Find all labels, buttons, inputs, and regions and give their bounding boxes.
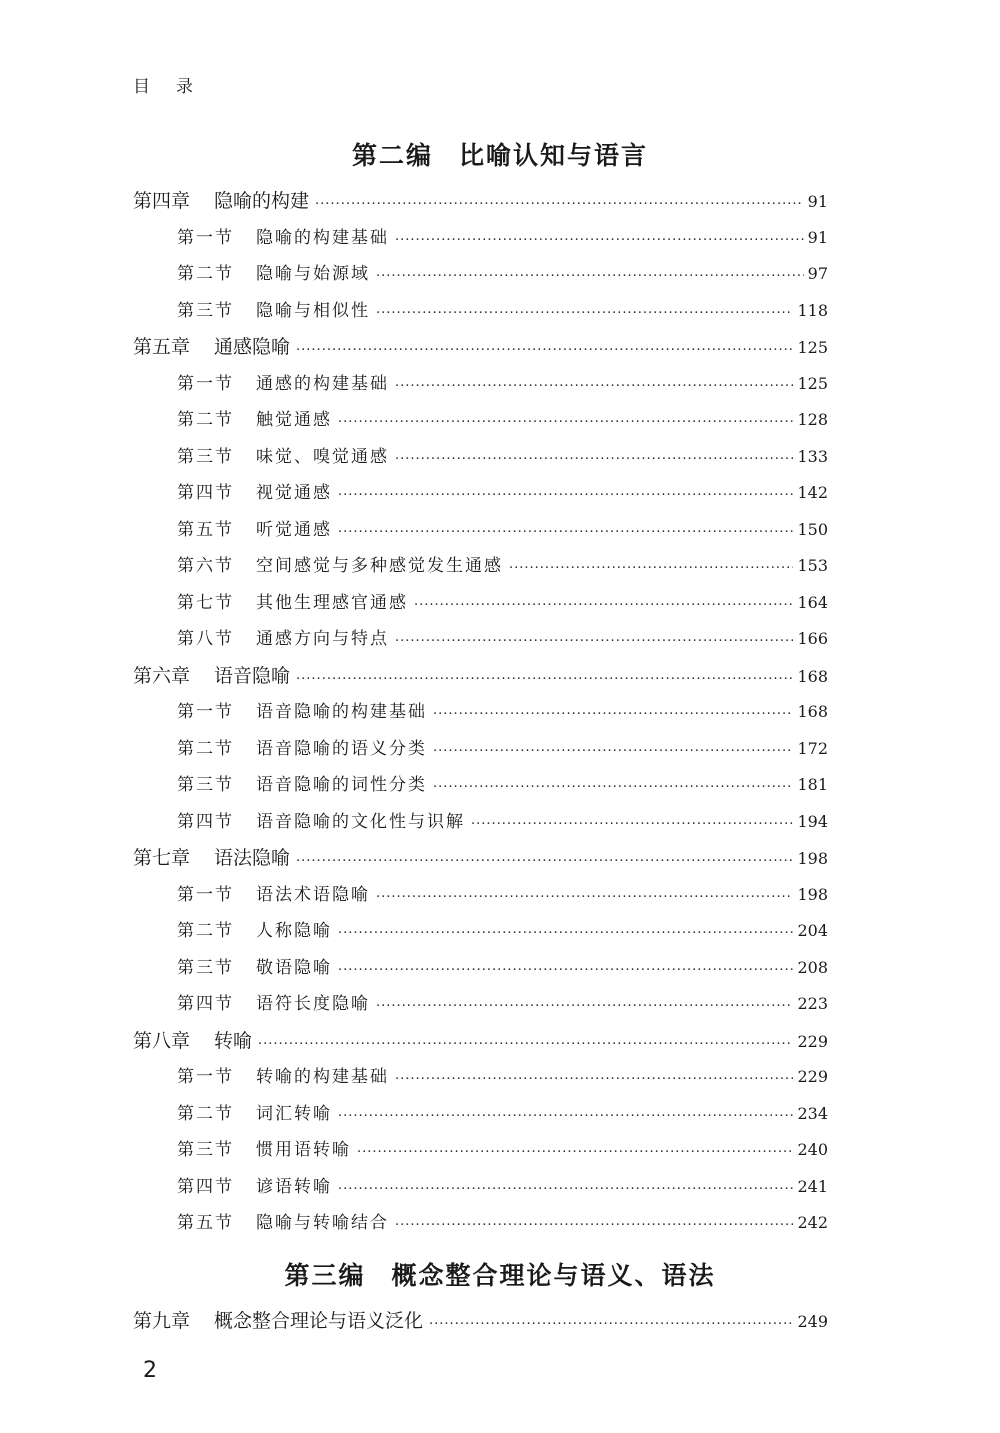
toc-chapter[interactable] xyxy=(133,843,828,873)
entry-title: 隐喻的构建 xyxy=(214,190,310,212)
leader-dots xyxy=(395,229,804,244)
entry-number: 第三节 xyxy=(177,775,234,795)
entry-number: 第四节 xyxy=(177,994,234,1014)
entry-page: 118 xyxy=(797,301,828,320)
entry-title: 通感方向与特点 xyxy=(256,629,389,649)
entry-number: 第一节 xyxy=(177,1067,234,1087)
entry-number: 第一节 xyxy=(177,374,234,394)
leader-dots xyxy=(395,375,793,390)
leader-dots xyxy=(338,959,793,974)
entry-number: 第一节 xyxy=(177,702,234,722)
toc-section[interactable] xyxy=(177,369,828,399)
entry-title: 语音隐喻 xyxy=(214,665,291,687)
leader-dots xyxy=(296,668,793,683)
entry-number: 第五节 xyxy=(177,520,234,540)
toc-chapter[interactable] xyxy=(133,332,828,362)
toc-section[interactable] xyxy=(177,296,828,326)
entry-title: 通感隐喻 xyxy=(214,336,291,358)
toc-section[interactable] xyxy=(177,989,828,1019)
leader-dots xyxy=(395,1068,793,1083)
entry-number: 第三节 xyxy=(177,1140,234,1160)
part-number: 第二编 xyxy=(351,141,433,170)
toc-chapter[interactable] xyxy=(133,186,828,216)
entry-page: 91 xyxy=(807,228,828,247)
entry-number: 第二节 xyxy=(177,921,234,941)
entry-title: 空间感觉与多种感觉发生通感 xyxy=(256,556,503,576)
entry-title: 隐喻与转喻结合 xyxy=(256,1213,389,1233)
toc-section[interactable] xyxy=(177,223,828,253)
leader-dots xyxy=(509,557,793,572)
leader-dots xyxy=(433,776,793,791)
leader-dots xyxy=(338,1178,793,1193)
leader-dots xyxy=(338,1105,793,1120)
entry-number: 第四章 xyxy=(133,190,191,212)
entry-page: 198 xyxy=(797,849,828,868)
entry-page: 168 xyxy=(797,702,828,721)
entry-title: 转喻的构建基础 xyxy=(256,1067,389,1087)
toc-section[interactable] xyxy=(177,697,828,727)
leader-dots xyxy=(433,740,793,755)
entry-number: 第九章 xyxy=(133,1310,191,1332)
entry-page: 125 xyxy=(797,338,828,357)
toc-section[interactable] xyxy=(177,1062,828,1092)
entry-page: 91 xyxy=(807,192,828,211)
entry-number: 第七节 xyxy=(177,593,234,613)
entry-page: 208 xyxy=(797,958,828,977)
entry-page: 166 xyxy=(797,629,828,648)
toc-section[interactable] xyxy=(177,624,828,654)
leader-dots xyxy=(471,813,793,828)
toc-chapter[interactable] xyxy=(133,661,828,691)
leader-dots xyxy=(395,448,793,463)
entry-title: 谚语转喻 xyxy=(256,1177,332,1197)
entry-title: 敬语隐喻 xyxy=(256,958,332,978)
entry-page: 172 xyxy=(797,739,828,758)
entry-number: 第一节 xyxy=(177,885,234,905)
entry-title: 隐喻与始源域 xyxy=(256,264,370,284)
leader-dots xyxy=(429,1313,793,1328)
entry-title: 味觉、嗅觉通感 xyxy=(256,447,389,467)
entry-number: 第二节 xyxy=(177,410,234,430)
leader-dots xyxy=(338,922,793,937)
leader-dots xyxy=(315,193,804,208)
entry-page: 150 xyxy=(797,520,828,539)
leader-dots xyxy=(338,411,793,426)
entry-title: 语符长度隐喻 xyxy=(256,994,370,1014)
leader-dots xyxy=(433,703,793,718)
entry-number: 第五章 xyxy=(133,336,191,358)
part-name: 比喻认知与语言 xyxy=(459,141,649,170)
part-title-3 xyxy=(0,1256,1000,1292)
entry-page: 97 xyxy=(807,264,828,283)
entry-title: 通感的构建基础 xyxy=(256,374,389,394)
leader-dots xyxy=(338,521,793,536)
entry-number: 第六节 xyxy=(177,556,234,576)
toc-section[interactable] xyxy=(177,515,828,545)
part-name: 概念整合理论与语义、语法 xyxy=(391,1261,716,1290)
entry-title: 听觉通感 xyxy=(256,520,332,540)
toc-chapter[interactable] xyxy=(133,1026,828,1056)
toc-section[interactable] xyxy=(177,442,828,472)
entry-page: 240 xyxy=(797,1140,828,1159)
toc-section[interactable] xyxy=(177,734,828,764)
entry-page: 133 xyxy=(797,447,828,466)
entry-page: 164 xyxy=(797,593,828,612)
leader-dots xyxy=(376,302,793,317)
toc-section[interactable] xyxy=(177,1099,828,1129)
entry-page: 181 xyxy=(797,775,828,794)
entry-number: 第二节 xyxy=(177,264,234,284)
toc-section[interactable] xyxy=(177,1135,828,1165)
entry-page: 241 xyxy=(797,1177,828,1196)
toc-section[interactable] xyxy=(177,551,828,581)
entry-page: 223 xyxy=(797,994,828,1013)
entry-title: 词汇转喻 xyxy=(256,1104,332,1124)
entry-number: 第二节 xyxy=(177,739,234,759)
entry-title: 人称隐喻 xyxy=(256,921,332,941)
entry-number: 第六章 xyxy=(133,665,191,687)
entry-number: 第一节 xyxy=(177,228,234,248)
entry-page: 198 xyxy=(797,885,828,904)
leader-dots xyxy=(376,886,793,901)
entry-page: 234 xyxy=(797,1104,828,1123)
entry-page: 128 xyxy=(797,410,828,429)
entry-page: 242 xyxy=(797,1213,828,1232)
entry-title: 语法隐喻 xyxy=(214,847,291,869)
toc-section[interactable] xyxy=(177,807,828,837)
leader-dots xyxy=(395,1214,793,1229)
page-number: 2 xyxy=(143,1358,157,1383)
entry-title: 语音隐喻的语义分类 xyxy=(256,739,427,759)
entry-number: 第四节 xyxy=(177,483,234,503)
leader-dots xyxy=(357,1141,793,1156)
toc-section[interactable] xyxy=(177,880,828,910)
entry-title: 惯用语转喻 xyxy=(256,1140,351,1160)
toc-section[interactable] xyxy=(177,259,828,289)
entry-page: 168 xyxy=(797,667,828,686)
entry-number: 第二节 xyxy=(177,1104,234,1124)
toc-section[interactable] xyxy=(177,405,828,435)
entry-title: 语音隐喻的构建基础 xyxy=(256,702,427,722)
entry-number: 第八节 xyxy=(177,629,234,649)
entry-title: 触觉通感 xyxy=(256,410,332,430)
toc-section[interactable] xyxy=(177,588,828,618)
part-number: 第三编 xyxy=(284,1261,366,1290)
entry-number: 第四节 xyxy=(177,812,234,832)
entry-number: 第三节 xyxy=(177,301,234,321)
toc-section[interactable] xyxy=(177,770,828,800)
entry-title: 转喻 xyxy=(214,1030,253,1052)
entry-page: 194 xyxy=(797,812,828,831)
entry-title: 语音隐喻的词性分类 xyxy=(256,775,427,795)
entry-page: 204 xyxy=(797,921,828,940)
entry-title: 隐喻与相似性 xyxy=(256,301,370,321)
leader-dots xyxy=(414,594,793,609)
leader-dots xyxy=(376,265,804,280)
entry-page: 249 xyxy=(797,1312,828,1331)
entry-page: 125 xyxy=(797,374,828,393)
toc-section[interactable] xyxy=(177,1208,828,1238)
entry-title: 其他生理感官通感 xyxy=(256,593,408,613)
leader-dots xyxy=(258,1033,793,1048)
part-title-2 xyxy=(0,136,1000,172)
toc-section[interactable] xyxy=(177,478,828,508)
entry-page: 229 xyxy=(797,1067,828,1086)
toc-section[interactable] xyxy=(177,916,828,946)
entry-title: 概念整合理论与语义泛化 xyxy=(214,1310,424,1332)
entry-number: 第三节 xyxy=(177,447,234,467)
entry-page: 142 xyxy=(797,483,828,502)
entry-number: 第八章 xyxy=(133,1030,191,1052)
leader-dots xyxy=(395,630,793,645)
leader-dots xyxy=(296,339,793,354)
running-header: 目录 xyxy=(133,77,219,97)
leader-dots xyxy=(296,850,793,865)
entry-number: 第四节 xyxy=(177,1177,234,1197)
entry-number: 第五节 xyxy=(177,1213,234,1233)
entry-title: 隐喻的构建基础 xyxy=(256,228,389,248)
leader-dots xyxy=(338,484,793,499)
toc-section[interactable] xyxy=(177,1172,828,1202)
entry-title: 语法术语隐喻 xyxy=(256,885,370,905)
entry-page: 153 xyxy=(797,556,828,575)
toc-section[interactable] xyxy=(177,953,828,983)
entry-page: 229 xyxy=(797,1032,828,1051)
leader-dots xyxy=(376,995,793,1010)
toc-chapter[interactable] xyxy=(133,1306,828,1336)
entry-title: 视觉通感 xyxy=(256,483,332,503)
entry-number: 第三节 xyxy=(177,958,234,978)
entry-number: 第七章 xyxy=(133,847,191,869)
entry-title: 语音隐喻的文化性与识解 xyxy=(256,812,465,832)
